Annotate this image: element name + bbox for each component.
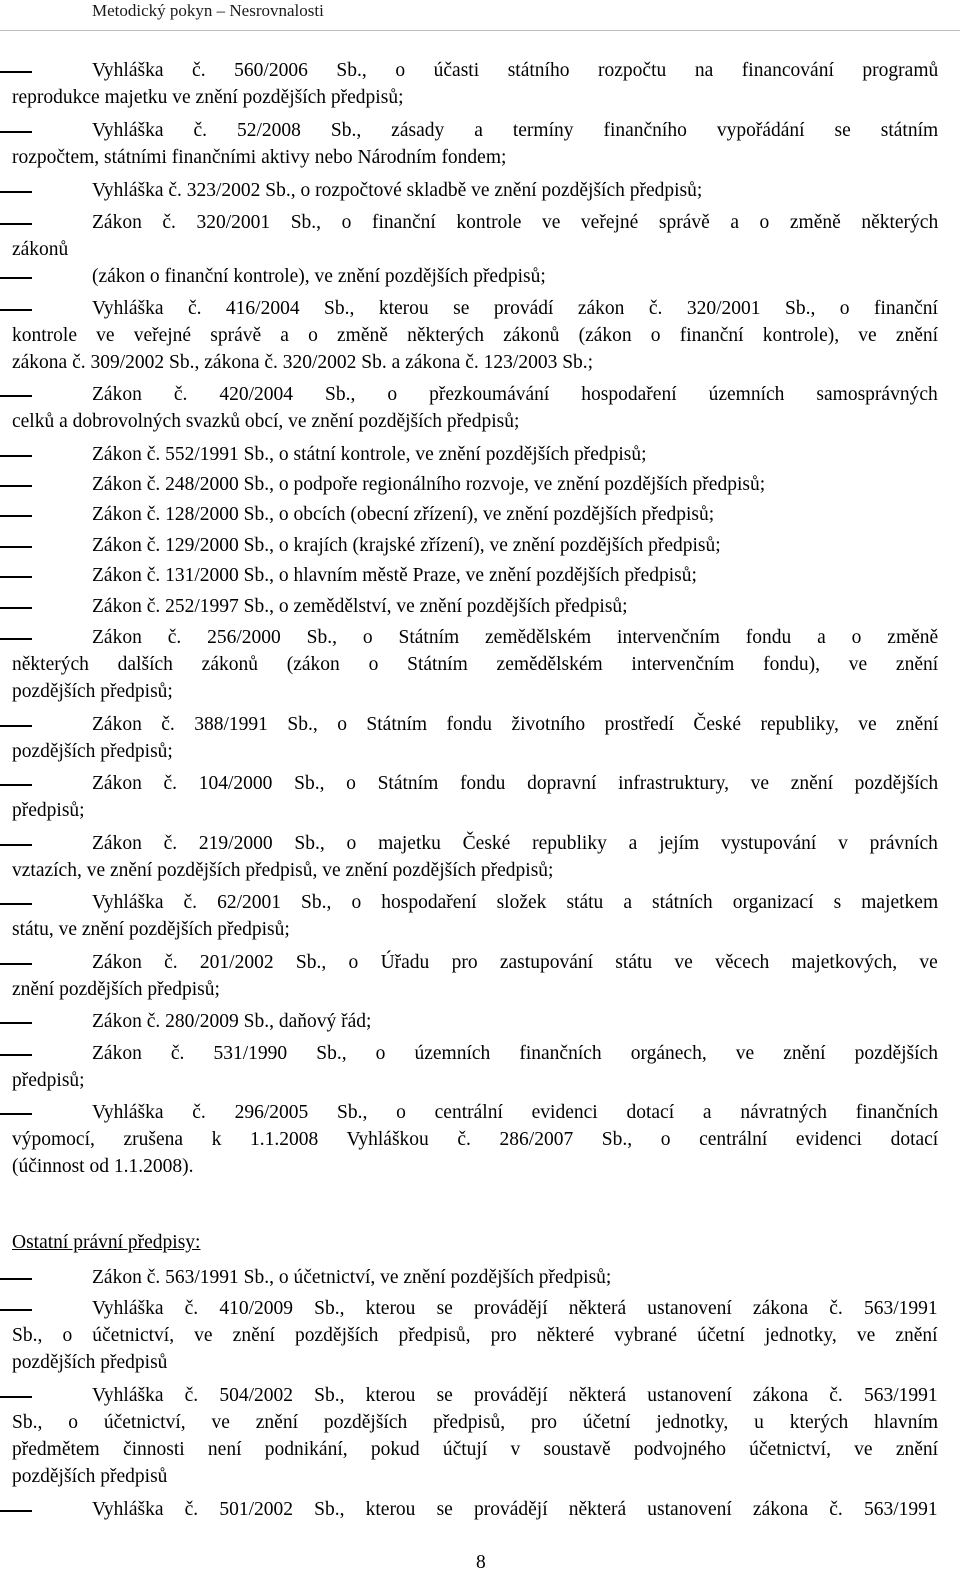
list-item-continuation: rozpočtem, státními finančními aktivy nebo Národním fondem; xyxy=(12,147,507,168)
list-dash xyxy=(0,277,32,279)
list-item: Vyhláška č. 296/2005 Sb., o centrální evidenci dotací a návratných finančních xyxy=(92,1102,939,1123)
list-item-continuation: znění pozdějších předpisů; xyxy=(12,979,220,1000)
list-item: Zákon č. 256/2000 Sb., o Státním zemědělském intervenčním fondu a o změně xyxy=(92,627,939,648)
list-item: (zákon o finanční kontrole), ve znění pozdějších předpisů; xyxy=(92,266,546,287)
list-dash xyxy=(0,395,32,397)
list-dash xyxy=(0,1510,32,1512)
list-dash xyxy=(0,1309,32,1311)
list-item-continuation: některých dalších zákonů (zákon o Státním zemědělském intervenčním fondu), ve znění xyxy=(12,654,939,675)
list-dash xyxy=(0,309,32,311)
list-item-continuation: celků a dobrovolných svazků obcí, ve znění pozdějších předpisů; xyxy=(12,411,520,432)
list-item: Zákon č. 552/1991 Sb., o státní kontrole, ve znění pozdějších předpisů; xyxy=(92,444,647,465)
list-item: Vyhláška č. 501/2002 Sb., kterou se provádějí některá ustanovení zákona č. 563/1991 xyxy=(92,1499,938,1520)
list-item-continuation: kontrole ve veřejné správě a o změně některých zákonů (zákon o finanční kontrole), ve znění xyxy=(12,325,939,346)
list-item: Zákon č. 420/2004 Sb., o přezkoumávání hospodaření územních samosprávných xyxy=(92,384,938,405)
list-item-continuation: státu, ve znění pozdějších předpisů; xyxy=(12,919,290,940)
list-item: Zákon č. 320/2001 Sb., o finanční kontrole ve veřejné správě a o změně některých xyxy=(92,212,939,233)
list-dash xyxy=(0,844,32,846)
list-dash xyxy=(0,963,32,965)
list-item: Zákon č. 104/2000 Sb., o Státním fondu dopravní infrastruktury, ve znění pozdějších xyxy=(92,773,939,794)
list-item: Zákon č. 131/2000 Sb., o hlavním městě Praze, ve znění pozdějších předpisů; xyxy=(92,565,697,586)
list-item-continuation: předpisů; xyxy=(12,800,85,821)
list-item-continuation: reprodukce majetku ve znění pozdějších předpisů; xyxy=(12,87,404,108)
list-dash xyxy=(0,576,32,578)
list-dash xyxy=(0,1054,32,1056)
list-dash xyxy=(0,1113,32,1115)
list-dash xyxy=(0,1022,32,1024)
list-item: Vyhláška č. 410/2009 Sb., kterou se provádějí některá ustanovení zákona č. 563/1991 xyxy=(92,1298,938,1319)
list-dash xyxy=(0,1278,32,1280)
list-item-continuation: pozdějších předpisů; xyxy=(12,681,173,702)
list-item-continuation: zákona č. 309/2002 Sb., zákona č. 320/2002 Sb. a zákona č. 123/2003 Sb.; xyxy=(12,352,594,373)
list-item-continuation: vztazích, ve znění pozdějších předpisů, ve znění pozdějších předpisů; xyxy=(12,860,554,881)
list-dash xyxy=(0,1396,32,1398)
list-item: Vyhláška č. 62/2001 Sb., o hospodaření složek státu a státních organizací s majetkem xyxy=(92,892,939,913)
section-title: Ostatní právní předpisy: xyxy=(12,1232,201,1253)
list-item: Zákon č. 252/1997 Sb., o zemědělství, ve znění pozdějších předpisů; xyxy=(92,596,628,617)
list-dash xyxy=(0,455,32,457)
list-dash xyxy=(0,515,32,517)
page-header xyxy=(0,0,960,32)
list-item-continuation: předmětem činnosti není podnikání, pokud účtují v soustavě podvojného účetnictví, ve znění xyxy=(12,1439,939,1460)
list-dash xyxy=(0,725,32,727)
list-item: Zákon č. 531/1990 Sb., o územních finančních orgánech, ve znění pozdějších xyxy=(92,1043,938,1064)
list-dash xyxy=(0,191,32,193)
list-dash xyxy=(0,638,32,640)
list-item: Zákon č. 201/2002 Sb., o Úřadu pro zastupování státu ve věcech majetkových, ve xyxy=(92,952,938,973)
list-item-continuation: (účinnost od 1.1.2008). xyxy=(12,1156,194,1177)
list-dash xyxy=(0,485,32,487)
list-dash xyxy=(0,71,32,73)
list-dash xyxy=(0,546,32,548)
list-dash xyxy=(0,784,32,786)
list-item-continuation: pozdějších předpisů; xyxy=(12,741,173,762)
page-number: 8 xyxy=(476,1552,486,1573)
header-title: Metodický pokyn – Nesrovnalosti xyxy=(92,1,324,20)
list-item-continuation: výpomocí, zrušena k 1.1.2008 Vyhláškou č. 286/2007 Sb., o centrální evidenci dotací xyxy=(12,1129,939,1150)
list-item-continuation: pozdějších předpisů xyxy=(12,1352,168,1373)
list-item: Zákon č. 388/1991 Sb., o Státním fondu životního prostředí České republiky, ve znění xyxy=(92,714,939,735)
list-item: Zákon č. 129/2000 Sb., o krajích (krajské zřízení), ve znění pozdějších předpisů; xyxy=(92,535,721,556)
list-item: Vyhláška č. 323/2002 Sb., o rozpočtové skladbě ve znění pozdějších předpisů; xyxy=(92,180,703,201)
list-dash xyxy=(0,607,32,609)
list-item: Zákon č. 248/2000 Sb., o podpoře regionálního rozvoje, ve znění pozdějších předpisů; xyxy=(92,474,766,495)
list-dash xyxy=(0,223,32,225)
list-item: Zákon č. 219/2000 Sb., o majetku České republiky a jejím vystupování v právních xyxy=(92,833,938,854)
list-item-continuation: Sb., o účetnictví, ve znění pozdějších předpisů, pro účetní jednotky, u kterých hlavním xyxy=(12,1412,939,1433)
list-item-continuation: předpisů; xyxy=(12,1070,85,1091)
list-item: Zákon č. 280/2009 Sb., daňový řád; xyxy=(92,1011,372,1032)
list-dash xyxy=(0,131,32,133)
list-item-continuation: zákonů xyxy=(12,239,69,260)
list-item: Zákon č. 128/2000 Sb., o obcích (obecní zřízení), ve znění pozdějších předpisů; xyxy=(92,504,715,525)
list-item: Vyhláška č. 416/2004 Sb., kterou se provádí zákon č. 320/2001 Sb., o finanční xyxy=(92,298,938,319)
header-divider xyxy=(0,30,960,31)
list-item: Vyhláška č. 560/2006 Sb., o účasti státního rozpočtu na financování programů xyxy=(92,60,939,81)
list-item-continuation: pozdějších předpisů xyxy=(12,1466,168,1487)
list-item-continuation: Sb., o účetnictví, ve znění pozdějších předpisů, pro některé vybrané účetní jednotky, ve znění xyxy=(12,1325,938,1346)
list-item: Vyhláška č. 504/2002 Sb., kterou se provádějí některá ustanovení zákona č. 563/1991 xyxy=(92,1385,938,1406)
list-dash xyxy=(0,903,32,905)
list-item: Vyhláška č. 52/2008 Sb., zásady a termíny finančního vypořádání se státním xyxy=(92,120,939,141)
list-item: Zákon č. 563/1991 Sb., o účetnictví, ve znění pozdějších předpisů; xyxy=(92,1267,612,1288)
